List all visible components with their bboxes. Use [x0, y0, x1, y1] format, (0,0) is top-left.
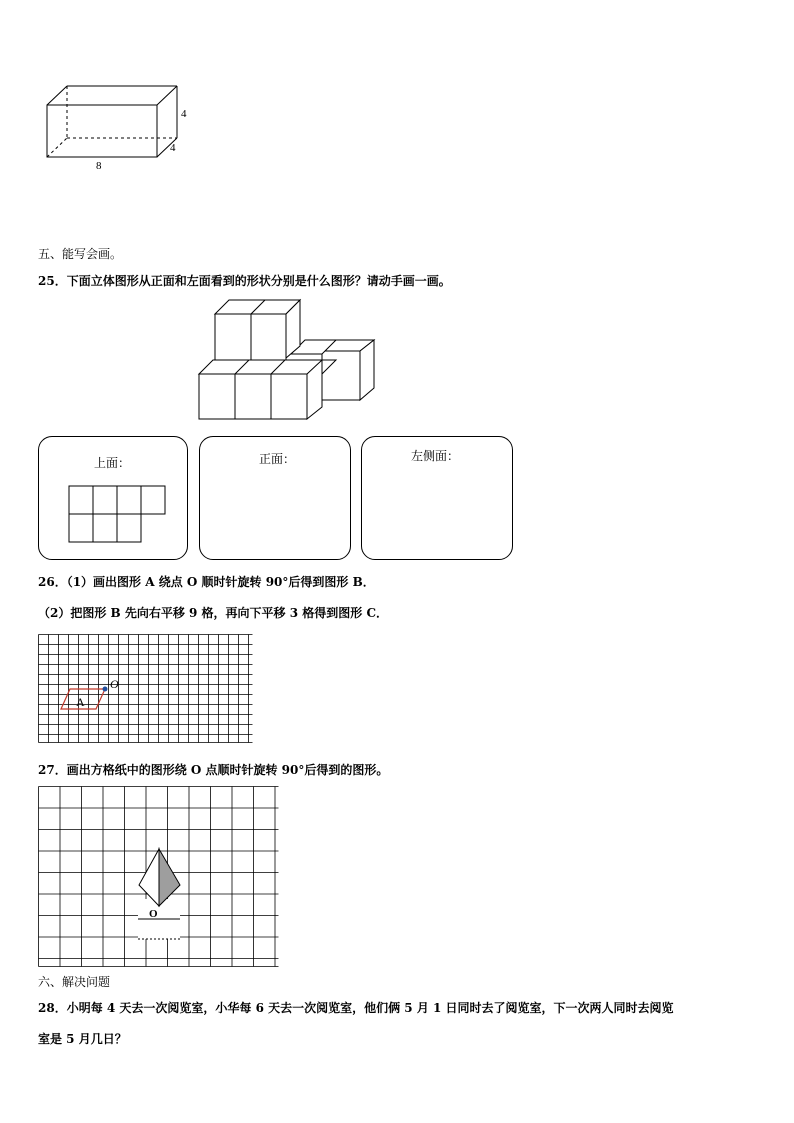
question-26-line-2: （2）把图形 B 先向右平移 9 格，再向下平移 3 格得到图形 C．	[38, 606, 388, 620]
top-view-label: 上面：	[94, 456, 131, 470]
cuboid-height-label: 4	[181, 108, 187, 120]
cuboid-length-label: 8	[96, 160, 102, 172]
section-5-title: 五、能写会画。	[38, 247, 123, 261]
left-view-panel[interactable]	[361, 436, 513, 560]
cuboid-figure	[40, 80, 200, 175]
kite-white-half	[139, 849, 159, 906]
q26-grid[interactable]	[38, 634, 254, 744]
q27-grid[interactable]	[38, 786, 281, 968]
kite-shaded-half	[159, 849, 180, 906]
shape-a-label: A	[76, 695, 85, 709]
cube-stack-figure	[195, 296, 380, 422]
left-view-label: 左侧面：	[411, 449, 460, 463]
question-28-line-2: 室是 5 月几日？	[38, 1032, 127, 1046]
section-6-title: 六、解决问题	[38, 975, 111, 989]
point-o-label: O	[110, 677, 119, 691]
question-26-line-1: 26．（1）画出图形 A 绕点 O 顺时针旋转 90°后得到图形 B．	[38, 575, 375, 589]
question-27-text: 27．画出方格纸中的图形绕 O 点顺时针旋转 90°后得到的图形。	[38, 763, 389, 777]
cuboid-depth-label: 4	[170, 142, 176, 154]
top-view-grid	[68, 485, 168, 545]
front-view-panel[interactable]	[199, 436, 351, 560]
point-o	[103, 687, 108, 692]
top-view-panel	[38, 436, 188, 560]
question-28-line-1: 28．小明每 4 天去一次阅览室，小华每 6 天去一次阅览室，他们俩 5 月 1 日同时去了阅览室，下一次两人同时去阅览	[38, 1001, 674, 1015]
front-view-label: 正面：	[259, 452, 296, 466]
question-25-text: 25．下面立体图形从正面和左面看到的形状分别是什么图形？请动手画一画。	[38, 274, 451, 288]
q27-point-o-label: O	[149, 908, 158, 920]
